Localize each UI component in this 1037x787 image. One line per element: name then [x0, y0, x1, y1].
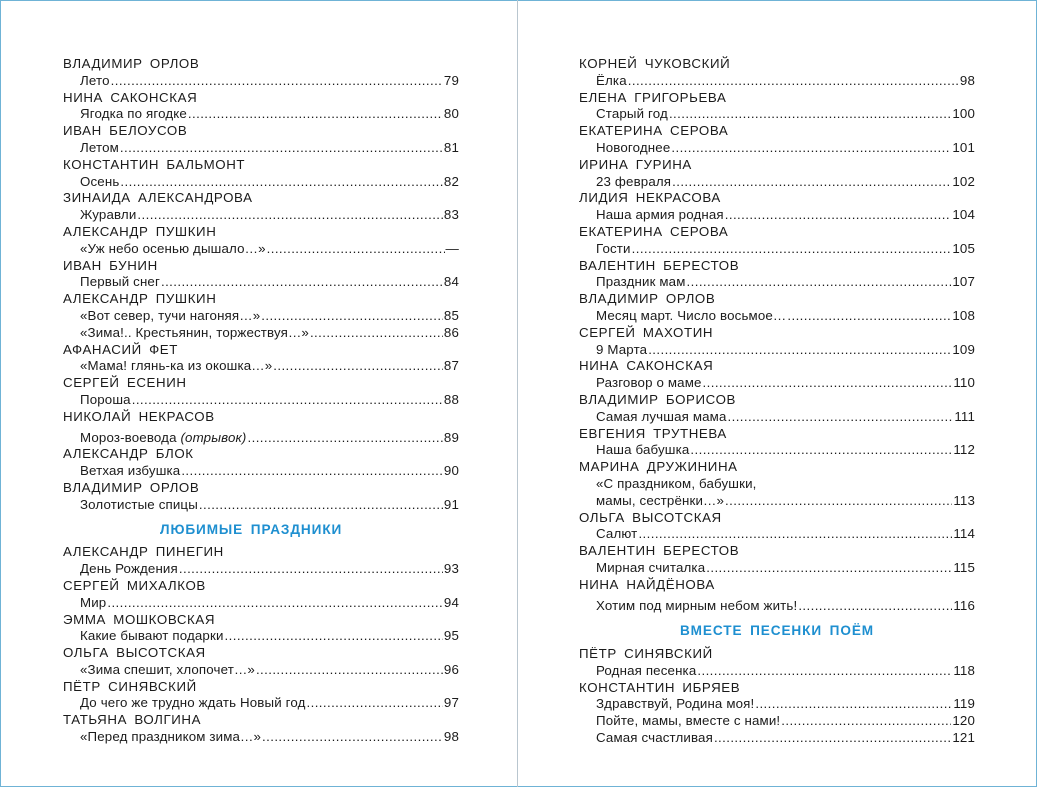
author-name: НИНА САКОНСКАЯ	[63, 89, 198, 105]
toc-entry	[63, 224, 459, 258]
work-title: День Рождения	[80, 561, 178, 577]
toc-entry	[579, 577, 975, 615]
toc-item[interactable]	[63, 241, 459, 258]
author-name: ЕЛЕНА ГРИГОРЬЕВА	[579, 89, 727, 105]
toc-item[interactable]	[63, 106, 459, 123]
author-name: НИНА НАЙДЁНОВА	[579, 576, 715, 592]
toc-item[interactable]	[579, 174, 975, 191]
toc-item[interactable]	[579, 598, 975, 615]
work-title: Летом	[80, 139, 119, 155]
author-name: ПЁТР СИНЯВСКИЙ	[579, 646, 713, 662]
author-name: НИКОЛАЙ НЕКРАСОВ	[63, 408, 215, 424]
author-name: ПЁТР СИНЯВСКИЙ	[63, 678, 197, 694]
page-number: 91	[443, 496, 459, 512]
toc-item[interactable]	[579, 442, 975, 459]
dot-leader	[706, 560, 952, 577]
toc-item[interactable]	[579, 342, 975, 359]
toc-item[interactable]	[63, 174, 459, 191]
toc-entry	[579, 157, 975, 191]
toc-entry	[579, 291, 975, 325]
toc-entry	[63, 544, 459, 578]
author-name: МАРИНА ДРУЖИНИНА	[579, 459, 738, 475]
page-number: 111	[954, 408, 975, 424]
author-name: ОЛЬГА ВЫСОТСКАЯ	[579, 509, 722, 525]
author-name: СЕРГЕЙ ЕСЕНИН	[63, 375, 187, 391]
author-name: АЛЕКСАНДР БЛОК	[63, 446, 194, 462]
dot-leader	[725, 493, 952, 510]
dot-leader	[107, 595, 443, 612]
toc-item[interactable]	[579, 696, 975, 713]
author-name: АЛЕКСАНДР ПИНЕГИН	[63, 544, 224, 560]
author-name: АФАНАСИЙ ФЕТ	[63, 341, 179, 357]
page-number: 81	[443, 139, 459, 155]
dot-leader	[703, 375, 953, 392]
work-title: Салют	[596, 526, 638, 542]
dot-leader	[120, 174, 442, 191]
toc-item[interactable]	[63, 358, 459, 375]
work-title: Самая лучшая мама	[596, 408, 727, 424]
page-number: 86	[443, 324, 459, 340]
book-fold	[517, 0, 518, 787]
toc-entry	[63, 342, 459, 376]
page-number: 116	[953, 597, 975, 613]
toc-entry	[579, 123, 975, 157]
author-name: АЛЕКСАНДР ПУШКИН	[63, 223, 217, 239]
dot-leader	[199, 497, 443, 514]
dot-leader	[132, 392, 443, 409]
dot-leader	[687, 274, 952, 291]
toc-item[interactable]	[579, 713, 975, 730]
toc-entry	[579, 190, 975, 224]
work-title: Гости	[596, 240, 631, 256]
page-number: 90	[443, 463, 459, 479]
author-name: ЗИНАИДА АЛЕКСАНДРОВА	[63, 190, 253, 206]
toc-item[interactable]	[63, 207, 459, 224]
work-title: Ёлка	[596, 72, 627, 88]
toc-item[interactable]	[63, 308, 459, 325]
toc-entry	[579, 392, 975, 426]
page-number: 84	[443, 274, 459, 290]
toc-entry	[579, 543, 975, 577]
toc-entry	[63, 480, 459, 514]
dot-leader	[728, 409, 954, 426]
dot-leader	[137, 207, 442, 224]
toc-item[interactable]	[63, 561, 459, 578]
toc-entry	[579, 459, 975, 509]
work-title: «Зима спешит, хлопочет…»	[80, 661, 255, 677]
work-title: До чего же трудно ждать Новый год	[80, 695, 306, 711]
work-title: мамы, сестрёнки…»	[596, 492, 725, 508]
toc-item[interactable]	[63, 695, 459, 712]
dot-leader	[256, 662, 443, 679]
page-number: 82	[443, 173, 459, 189]
toc-item[interactable]	[579, 73, 975, 90]
page-number: 113	[953, 492, 975, 508]
page-number: 80	[443, 106, 459, 122]
work-title: «Перед праздником зима…»	[80, 729, 262, 745]
page-number: 89	[443, 429, 459, 445]
dot-leader	[161, 274, 443, 291]
work-title: Самая счастливая	[596, 730, 713, 746]
author-name: ЕКАТЕРИНА СЕРОВА	[579, 123, 729, 139]
toc-item[interactable]	[63, 463, 459, 480]
author-name: ТАТЬЯНА ВОЛГИНА	[63, 712, 202, 728]
toc-entry	[579, 510, 975, 544]
toc-entry	[63, 679, 459, 713]
dot-leader	[120, 140, 443, 157]
dot-leader	[310, 325, 443, 342]
page-number: 102	[952, 173, 975, 189]
toc-entry	[63, 578, 459, 612]
author-name: ВАЛЕНТИН БЕРЕСТОВ	[579, 543, 740, 559]
page-number: —	[445, 240, 459, 256]
page-number: 118	[953, 662, 975, 678]
work-title: Журавли	[80, 207, 137, 223]
work-title: Праздник мам	[596, 274, 686, 290]
toc-entry	[579, 358, 975, 392]
author-name: ВЛАДИМИР ОРЛОВ	[579, 291, 716, 307]
author-name: ВЛАДИМИР ОРЛОВ	[63, 479, 200, 495]
toc-item[interactable]	[63, 628, 459, 645]
dot-leader	[628, 73, 959, 90]
toc-item[interactable]	[579, 106, 975, 123]
work-title: «Вот север, тучи нагоняя…»	[80, 307, 261, 323]
dot-leader	[755, 696, 952, 713]
toc-entry	[63, 645, 459, 679]
work-title: Наша армия родная	[596, 207, 724, 223]
work-title: Мороз-воевода (отрывок)	[80, 429, 247, 445]
toc-item[interactable]	[63, 392, 459, 409]
work-title: Мирная считалка	[596, 559, 706, 575]
author-name: ЛИДИЯ НЕКРАСОВА	[579, 190, 721, 206]
work-title: Осень	[80, 173, 120, 189]
page-number: 112	[953, 442, 975, 458]
author-name: ВЛАДИМИР ОРЛОВ	[63, 56, 200, 71]
author-name: АЛЕКСАНДР ПУШКИН	[63, 291, 217, 307]
page-number: 114	[953, 526, 975, 542]
page-number: 85	[443, 307, 459, 323]
work-title: Лето	[80, 72, 110, 88]
work-title: Наша бабушка	[596, 442, 690, 458]
toc-entry	[579, 90, 975, 124]
toc-entry	[63, 157, 459, 191]
page-number: 115	[953, 559, 975, 575]
toc-entry	[63, 712, 459, 746]
work-title: Пойте, мамы, вместе с нами!	[596, 713, 781, 729]
toc-item[interactable]	[579, 526, 975, 543]
toc-entry	[579, 224, 975, 258]
author-name: КОРНЕЙ ЧУКОВСКИЙ	[579, 56, 731, 71]
page-number: 100	[952, 106, 975, 122]
dot-leader	[725, 207, 952, 224]
dot-leader	[267, 241, 445, 258]
toc-entry	[63, 56, 459, 90]
dot-leader	[273, 358, 443, 375]
toc-item[interactable]	[579, 207, 975, 224]
dot-leader	[672, 174, 951, 191]
page-number: 120	[952, 713, 975, 729]
dot-leader	[781, 713, 951, 730]
work-title: «Мама! глянь-ка из окошка…»	[80, 358, 273, 374]
work-title: Новогоднее	[596, 139, 671, 155]
author-name: СЕРГЕЙ МИХАЛКОВ	[63, 577, 206, 593]
toc-entry	[63, 258, 459, 292]
dot-leader	[632, 241, 952, 258]
toc-entry	[579, 680, 975, 747]
work-title: Ягодка по ягодке	[80, 106, 187, 122]
toc-item[interactable]	[63, 430, 459, 447]
section-heading: ЛЮБИМЫЕ ПРАЗДНИКИ	[160, 521, 343, 537]
author-name: НИНА САКОНСКАЯ	[579, 358, 714, 374]
dot-leader	[648, 342, 951, 359]
toc-item[interactable]	[579, 274, 975, 291]
work-title: 23 февраля	[596, 173, 672, 189]
page-number: 107	[952, 274, 975, 290]
page-number: 121	[952, 730, 975, 746]
author-name: ИВАН БУНИН	[63, 257, 158, 273]
toc-item[interactable]	[63, 274, 459, 291]
author-name: КОНСТАНТИН ИБРЯЕВ	[579, 679, 741, 695]
page-number: 87	[443, 358, 459, 374]
work-title: Старый год	[596, 106, 668, 122]
excerpt-note: (отрывок)	[180, 429, 247, 445]
section-heading: ВМЕСТЕ ПЕСЕНКИ ПОЁМ	[679, 623, 875, 639]
toc-item[interactable]	[579, 308, 975, 325]
author-name: ОЛЬГА ВЫСОТСКАЯ	[63, 645, 206, 661]
dot-leader	[669, 106, 951, 123]
toc-item[interactable]	[63, 497, 459, 514]
toc-item[interactable]	[63, 325, 459, 342]
page-number: 109	[952, 341, 975, 357]
dot-leader	[638, 526, 952, 543]
work-title: Пороша	[80, 391, 131, 407]
work-title: Родная песенка	[596, 662, 697, 678]
dot-leader	[225, 628, 443, 645]
dot-leader	[262, 729, 443, 746]
author-name: ВАЛЕНТИН БЕРЕСТОВ	[579, 257, 740, 273]
work-title: Ветхая избушка	[80, 463, 181, 479]
dot-leader	[261, 308, 443, 325]
page-number: 79	[443, 72, 459, 88]
dot-leader	[697, 663, 952, 680]
page-number: 95	[443, 628, 459, 644]
page-number: 108	[952, 307, 975, 323]
toc-entry	[63, 446, 459, 480]
toc-entry	[63, 409, 459, 447]
author-name: ИРИНА ГУРИНА	[579, 156, 692, 172]
dot-leader	[714, 730, 951, 747]
page-number: 96	[443, 661, 459, 677]
page-number: 110	[953, 375, 975, 391]
work-title: Хотим под мирным небом жить!	[596, 597, 798, 613]
dot-leader	[787, 308, 951, 325]
dot-leader	[307, 695, 443, 712]
toc-item[interactable]	[579, 409, 975, 426]
dot-leader	[188, 106, 443, 123]
toc-item[interactable]	[63, 595, 459, 612]
toc-item[interactable]	[579, 730, 975, 747]
page-number: 93	[443, 561, 459, 577]
work-title: Разговор о маме	[596, 375, 702, 391]
dot-leader	[179, 561, 443, 578]
toc-entry	[579, 56, 975, 90]
dot-leader	[181, 463, 443, 480]
toc-entry	[63, 291, 459, 341]
page-number: 94	[443, 594, 459, 610]
toc-entry	[63, 90, 459, 124]
work-title: Первый снег	[80, 274, 160, 290]
dot-leader	[690, 442, 952, 459]
toc-entry	[579, 325, 975, 359]
toc-entry	[579, 646, 975, 680]
page-number: 105	[952, 240, 975, 256]
toc-item[interactable]	[579, 140, 975, 157]
right-page-contents	[579, 56, 975, 747]
dot-leader	[671, 140, 951, 157]
author-name: КОНСТАНТИН БАЛЬМОНТ	[63, 156, 246, 172]
toc-entry	[63, 123, 459, 157]
toc-item[interactable]	[63, 140, 459, 157]
toc-item[interactable]	[63, 729, 459, 746]
toc-item[interactable]	[63, 662, 459, 679]
toc-item[interactable]	[579, 241, 975, 258]
author-name: ВЛАДИМИР БОРИСОВ	[579, 391, 736, 407]
toc-item[interactable]	[579, 493, 975, 510]
dot-leader	[798, 598, 952, 615]
work-title: Какие бывают подарки	[80, 628, 224, 644]
toc-item[interactable]	[579, 560, 975, 577]
page-number: 101	[952, 139, 975, 155]
toc-entry	[579, 426, 975, 460]
dot-leader	[111, 73, 443, 90]
work-title: Месяц март. Число восьмое…	[596, 307, 787, 323]
dot-leader	[248, 430, 443, 447]
toc-entry	[63, 190, 459, 224]
work-title: Мир	[80, 594, 107, 610]
toc-item[interactable]	[63, 73, 459, 90]
work-title: «Зима!.. Крестьянин, торжествуя…»	[80, 324, 309, 340]
work-title: 9 Марта	[596, 341, 648, 357]
work-title: «Уж небо осенью дышало…»	[80, 240, 266, 256]
page-number: 98	[959, 72, 975, 88]
toc-item[interactable]	[579, 375, 975, 392]
page-number: 104	[952, 207, 975, 223]
page-number: 83	[443, 207, 459, 223]
work-title: Здравствуй, Родина моя!	[596, 696, 755, 712]
toc-entry	[579, 258, 975, 292]
author-name: СЕРГЕЙ МАХОТИН	[579, 324, 714, 340]
toc-entry	[63, 612, 459, 646]
toc-entry	[63, 375, 459, 409]
author-name: ЭММА МОШКОВСКАЯ	[63, 611, 216, 627]
work-title: Золотистые спицы	[80, 496, 198, 512]
page-number: 98	[443, 729, 459, 745]
author-name: ЕВГЕНИЯ ТРУТНЕВА	[579, 425, 727, 441]
author-name: ЕКАТЕРИНА СЕРОВА	[579, 223, 729, 239]
toc-item[interactable]	[579, 663, 975, 680]
author-name: ИВАН БЕЛОУСОВ	[63, 123, 188, 139]
work-title-line: «С праздником, бабушки,	[596, 475, 757, 491]
page-number: 88	[443, 391, 459, 407]
left-page-contents	[63, 56, 459, 746]
page-number: 119	[953, 696, 975, 712]
page-number: 97	[443, 695, 459, 711]
